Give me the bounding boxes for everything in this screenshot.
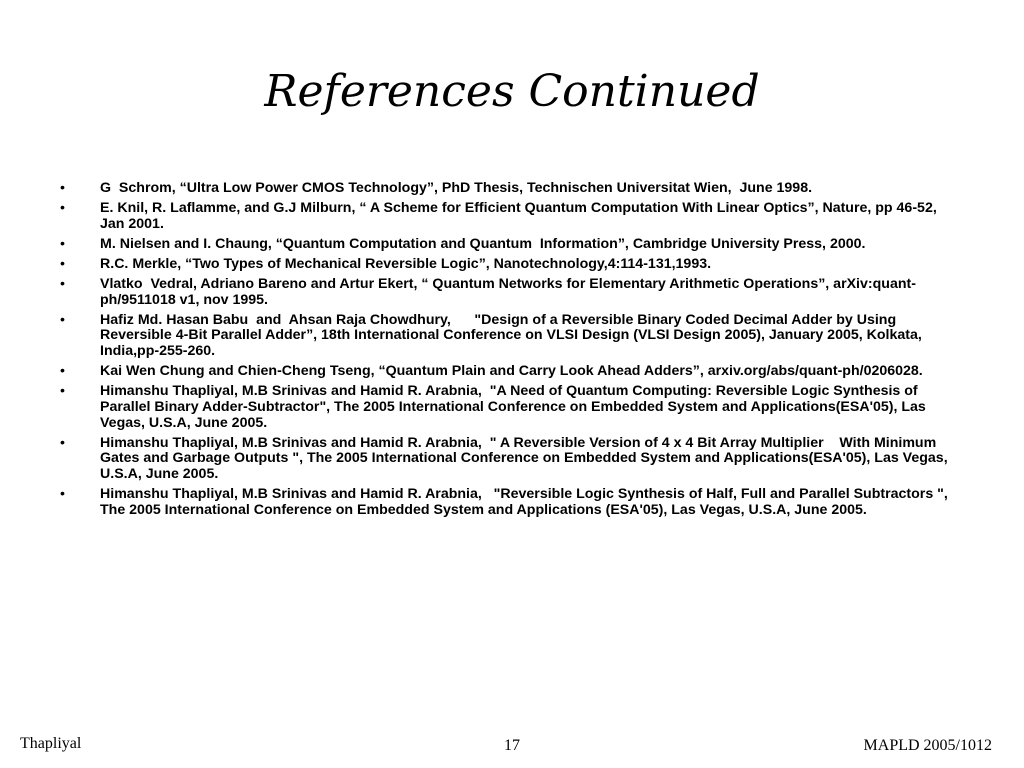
reference-text: Kai Wen Chung and Chien-Cheng Tseng, “Quantum Plain and Carry Look Ahead Adders”, arxiv.org/abs/quant-ph/0206028. [100,363,923,380]
footer-author: Thapliyal [20,735,82,752]
bullet-icon: • [60,199,65,216]
reference-text: M. Nielsen and I. Chaung, “Quantum Computation and Quantum Information”, Cambridge University Press, 2000. [100,235,866,252]
slide-title: References Continued [264,66,760,117]
reference-item [58,436,963,483]
footer-page-number: 17 [504,737,520,754]
reference-text: Himanshu Thapliyal, M.B Srinivas and Hamid R. Arabnia, "A Need of Quantum Computing: Reversible Logic Synthesis of Parallel Binary Adder-Subtractor", The 2005 International Conference on Embedded System and Applications(ESA'05), Las Vegas, U.S.A, June 2005. [100,383,934,431]
reference-item [58,257,963,273]
reference-item [58,364,963,380]
reference-item [58,181,963,197]
reference-item [58,237,963,253]
reference-text: Himanshu Thapliyal, M.B Srinivas and Hamid R. Arabnia, " A Reversible Version of 4 x 4 Bit Array Multiplier With Minimum Gates and Garbage Outputs ", The 2005 International Conference on Embedded System and Applications(ESA'05), Las Vegas, U.S.A, June 2005. [100,434,952,483]
bullet-icon: • [60,235,65,252]
bullet-icon: • [60,486,65,503]
bullet-icon: • [60,434,65,451]
bullet-icon: • [60,363,65,380]
bullet-icon: • [60,383,65,400]
reference-text: Himanshu Thapliyal, M.B Srinivas and Hamid R. Arabnia, "Reversible Logic Synthesis of Half, Full and Parallel Subtractors ", The 2005 International Conference on Embedded System and Applications (ESA'05), Las Vegas, U.S.A, June 2005. [100,486,952,519]
reference-item [58,384,963,431]
bullet-icon: • [60,311,65,328]
reference-item [58,487,963,519]
bullet-icon: • [60,180,65,196]
reference-list [58,181,963,523]
reference-text: Hafiz Md. Hasan Babu and Ahsan Raja Chowdhury, "Design of a Reversible Binary Coded Decimal Adder by Using Reversible 4-Bit Parallel Adder”, 18th International Conference on VLSI Design (VLSI Design 2005), January 2005, Kolkata, India,pp-255-260. [100,311,926,360]
reference-item [58,277,963,309]
reference-item [58,201,963,233]
reference-item [58,313,963,360]
bullet-icon: • [60,255,65,272]
footer-event: MAPLD 2005/1012 [863,737,992,754]
reference-text: E. Knil, R. Laflamme, and G.J Milburn, “ A Scheme for Efficient Quantum Computation With Linear Optics”, Nature, pp 46-52, Jan 2001. [100,199,941,232]
reference-text: Vlatko Vedral, Adriano Bareno and Artur Ekert, “ Quantum Networks for Elementary Arithmetic Operations”, arXiv:quant-ph/9511018 v1, nov 1995. [100,275,916,308]
bullet-icon: • [60,275,65,292]
reference-text: G Schrom, “Ultra Low Power CMOS Technology”, PhD Thesis, Technischen Universitat Wien, June 1998. [100,180,813,196]
reference-text: R.C. Merkle, “Two Types of Mechanical Reversible Logic”, Nanotechnology,4:114-131,1993. [100,255,712,272]
